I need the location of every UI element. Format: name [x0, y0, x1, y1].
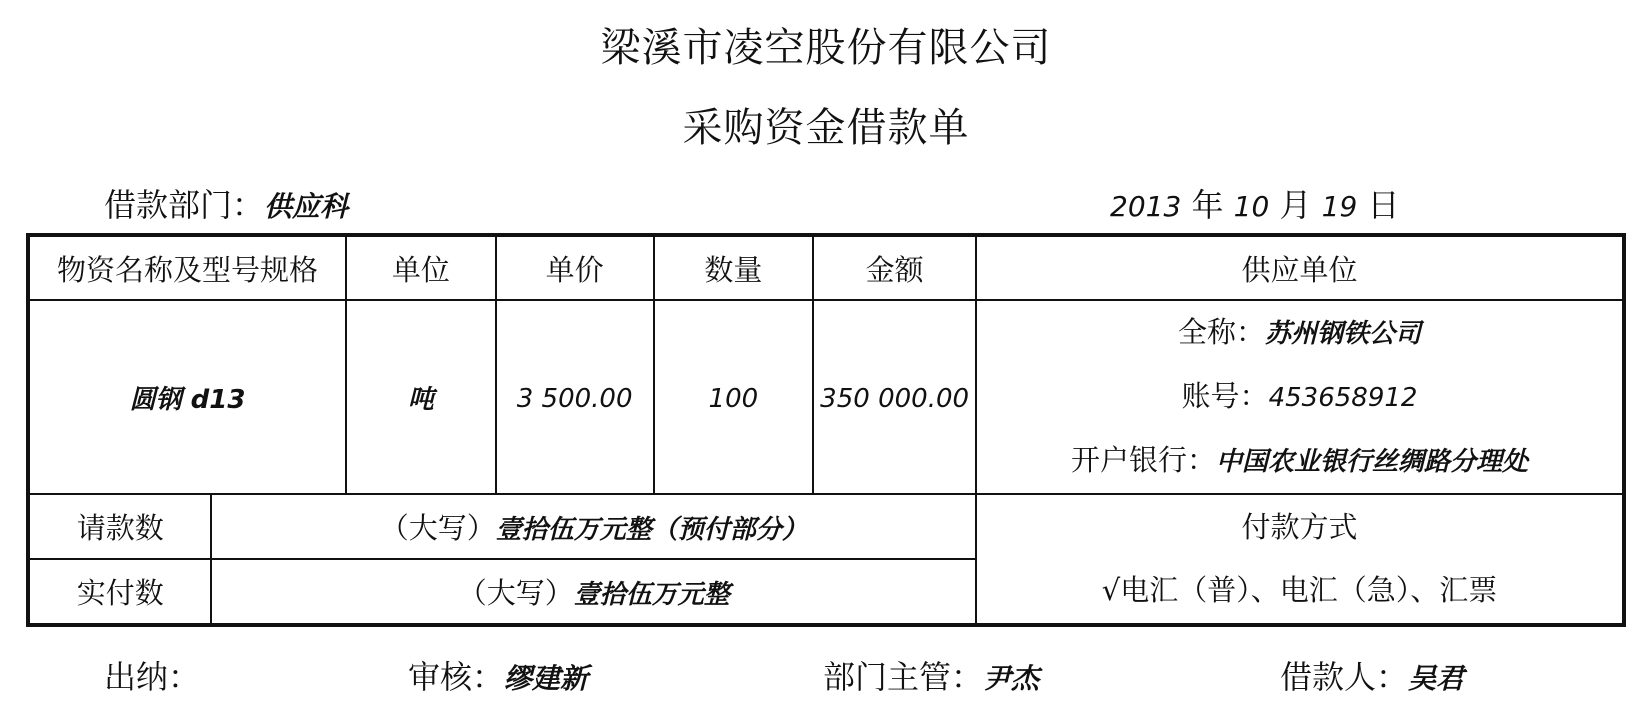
column-header-unit-price: 单价 — [496, 235, 654, 300]
reviewer-label: 审核： — [408, 658, 505, 696]
supplier-account-label: 账号： — [1181, 379, 1269, 413]
date-year: 2013 — [1110, 190, 1182, 223]
department-label: 借款部门： — [104, 186, 265, 224]
actual-amount-label: 实付数 — [28, 559, 211, 625]
payment-method-options: √电汇（普）、电汇（急）、汇票 — [1101, 573, 1498, 607]
manager-label: 部门主管： — [823, 658, 984, 696]
requested-amount-label: 请款数 — [28, 494, 211, 559]
item-amount: 350 000.00 — [820, 384, 970, 414]
item-amount-cell — [813, 300, 976, 494]
borrower-value: 吴君 — [1408, 662, 1465, 695]
item-unit-cell — [346, 300, 496, 494]
item-quantity: 100 — [708, 384, 759, 414]
date-day-unit: 日 — [1367, 186, 1400, 224]
borrowing-department — [104, 180, 348, 226]
date-month: 10 — [1233, 190, 1270, 223]
supplier-name-line — [977, 301, 1622, 365]
payment-method-label: 付款方式 — [1241, 510, 1358, 544]
borrower-label: 借款人： — [1280, 658, 1409, 696]
requested-amount-value: 壹拾伍万元整（预付部分） — [495, 515, 808, 545]
department-value: 供应科 — [264, 190, 349, 223]
requested-amount-prefix: （大写） — [379, 511, 496, 545]
item-unit: 吨 — [407, 384, 434, 415]
date-year-unit: 年 — [1191, 186, 1224, 224]
supplier-info — [976, 300, 1624, 494]
item-row — [28, 300, 1624, 494]
actual-amount-prefix: （大写） — [457, 576, 574, 610]
borrower-signature — [1280, 652, 1464, 698]
column-header-unit: 单位 — [346, 235, 496, 300]
actual-amount-cell — [211, 559, 976, 625]
form-date — [1110, 180, 1399, 226]
supplier-account-line — [977, 365, 1622, 429]
manager-signature — [823, 652, 1039, 698]
item-unit-price-cell — [496, 300, 654, 494]
form-title: 采购资金借款单 — [682, 105, 970, 151]
actual-amount-value: 壹拾伍万元整 — [573, 580, 730, 610]
requested-amount-cell — [211, 494, 976, 559]
company-name: 梁溪市凌空股份有限公司 — [600, 25, 1052, 71]
reviewer-signature — [408, 652, 588, 698]
item-quantity-cell — [654, 300, 814, 494]
cashier-signature — [104, 652, 200, 698]
reviewer-value: 缪建新 — [504, 662, 589, 695]
column-header-material: 物资名称及型号规格 — [28, 235, 346, 300]
supplier-name-value: 苏州钢铁公司 — [1265, 319, 1422, 349]
supplier-bank-value: 中国农业银行丝绸路分理处 — [1216, 447, 1529, 477]
supplier-name-label: 全称： — [1177, 315, 1265, 349]
header-row — [28, 235, 1624, 300]
cashier-label: 出纳： — [104, 658, 201, 696]
column-header-quantity: 数量 — [654, 235, 814, 300]
item-unit-price: 3 500.00 — [516, 384, 633, 414]
manager-value: 尹杰 — [983, 662, 1040, 695]
item-name-cell — [28, 300, 346, 494]
requested-amount-row — [28, 494, 1624, 559]
supplier-account-value: 453658912 — [1268, 383, 1418, 413]
payment-method-cell — [976, 494, 1624, 625]
date-month-unit: 月 — [1279, 186, 1312, 224]
column-header-supplier: 供应单位 — [976, 235, 1624, 300]
loan-form-table — [26, 233, 1626, 627]
item-name: 圆钢 d13 — [129, 384, 246, 415]
date-day: 19 — [1321, 190, 1358, 223]
supplier-bank-label: 开户银行： — [1070, 443, 1216, 477]
supplier-bank-line — [977, 429, 1622, 493]
column-header-amount: 金额 — [813, 235, 976, 300]
